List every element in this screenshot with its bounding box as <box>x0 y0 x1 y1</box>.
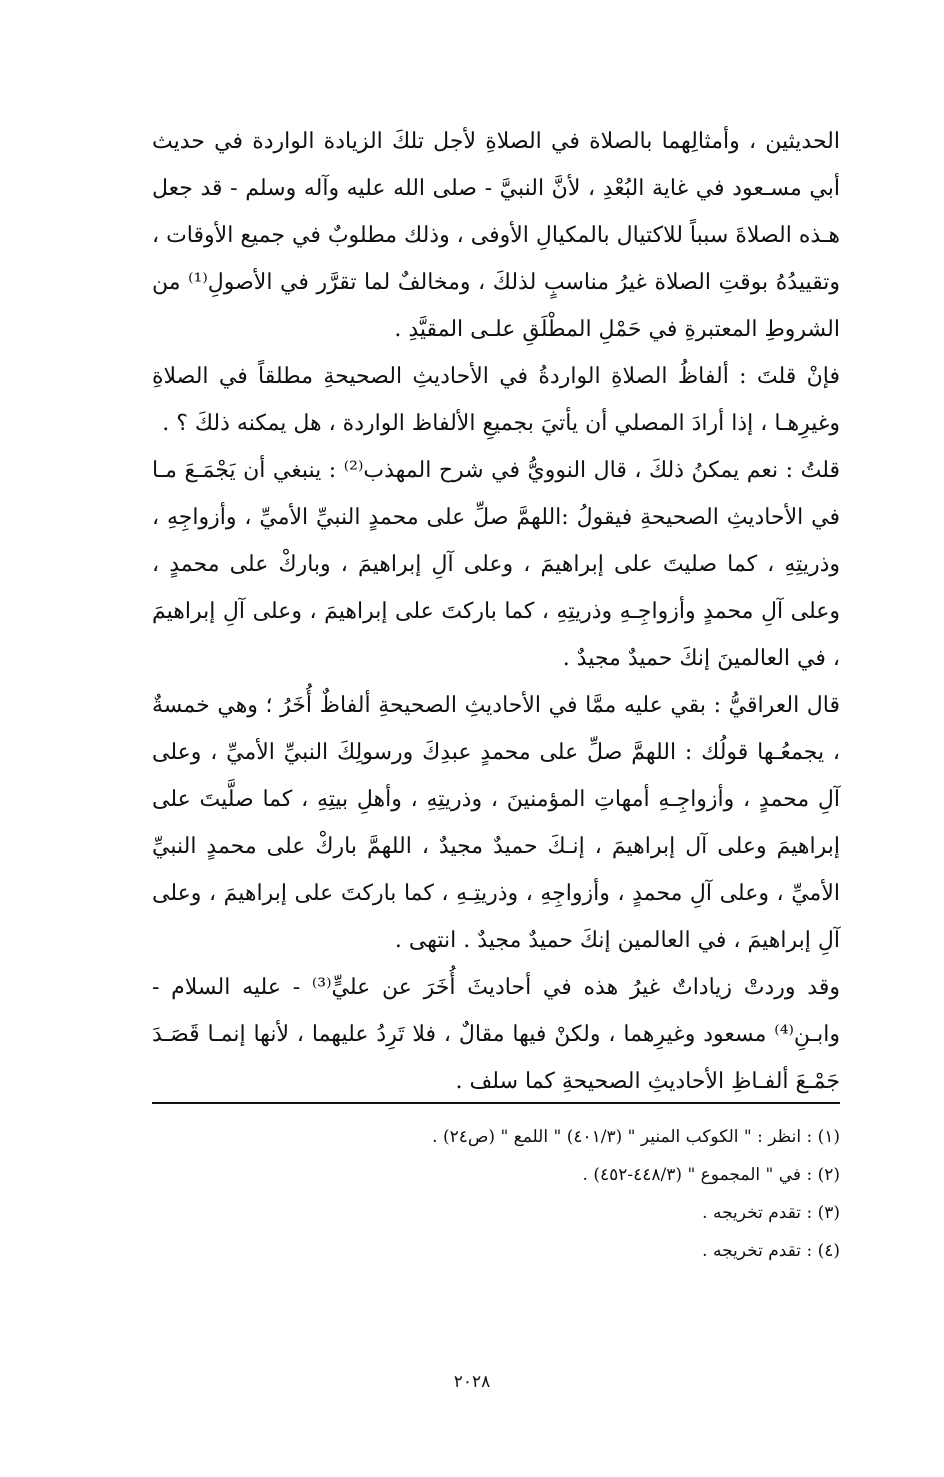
paragraph-1: الحديثين ، وأمثالِهما بالصلاة في الصلاةِ لأجل تلكَ الزيادة الواردة في حديث أبي مسـعود في غاية البُعْدِ ، لأنَّ النبيَّ - صلى الله عليه وآله وسلم - قد جعل هـذه الصلاةَ سبباً للاكتيال بالمكيالِ الأوفى ، وذلك مطلوبٌ في جميع الأوقات ، وتقييدُهُ بوقتِ الصلاة غيرُ مناسبٍ لذلكَ ، ومخالفٌ لما تقرَّر في الأصولِ⁽¹⁾ من الشروطِ المعتبرةِ في حَمْلِ المطْلَقِ علـى المقيَّدِ . <box>152 129 840 342</box>
paragraph-4: قال العراقيُّ : بقي عليه ممَّا في الأحاديثِ الصحيحةِ ألفاظٌ أُخَرُ ؛ وهي خمسةٌ ، يجمعُـها قولُك : اللهمَّ صلِّ على محمدٍ عبدِكَ ورسولِكَ النبيِّ الأميِّ ، وعلى آلِ محمدٍ ، وأزواجِـهِ أمهاتِ المؤمنينَ ، وذريتِهِ ، وأهلِ بيتِهِ ، كما صلَّيتَ على إبراهيمَ وعلى آل إبراهيمَ ، إنـكَ حميدٌ مجيدٌ ، اللهمَّ باركْ على محمدٍ النبيِّ الأميِّ ، وعلى آلِ محمدٍ ، وأزواجِهِ ، وذريتِـهِ ، كما باركتَ على إبراهيمَ ، وعلى آلِ إبراهيمَ ، في العالمين إنكَ حميدٌ مجيدٌ . انتهى . <box>152 693 840 953</box>
paragraph-2: فإنْ قلتَ : ألفاظُ الصلاةِ الواردةُ في الأحاديثِ الصحيحةِ مطلقاً في الصلاةِ وغيرِهـا ، إذا أرادَ المصلي أن يأتيَ بجميعِ الألفاظ الواردة ، هل يمكنه ذلكَ ؟ . <box>152 364 840 436</box>
page-number: ٢٠٢٨ <box>453 1372 491 1392</box>
footnote-divider <box>152 1102 840 1104</box>
paragraph-3: قلتُ : نعم يمكنُ ذلكَ ، قال النوويُّ في شرح المهذب⁽²⁾ : ينبغي أن يَجْمَـعَ مـا في الأحاديثِ الصحيحةِ فيقولُ :اللهمَّ صلِّ على محمدٍ النبيِّ الأميِّ ، وأزواجِهِ ، وذريتِهِ ، كما صليتَ على إبراهيمَ ، وعلى آلِ إبراهيمَ ، وباركْ على محمدٍ ، وعلى آلِ محمدٍ وأزواجِـهِ وذريتِهِ ، كما باركتَ على إبراهيمَ ، وعلى آلِ إبراهيمَ ، في العالمينَ إنكَ حميدٌ مجيدٌ . <box>152 458 841 671</box>
main-text-block <box>152 118 840 1105</box>
footnote-2: (٢) : في " المجموع " (٤٤٨/٣-٤٥٢) . <box>582 1165 840 1185</box>
paragraph-5: وقد وردتْ زياداتٌ غيرُ هذه في أحاديثَ أُخَرَ عن عليٍّ⁽³⁾ - عليه السلام - وابـنِ⁽⁴⁾ مسعود وغيرِهما ، ولكنْ فيها مقالٌ ، فلا تَرِدُ عليهما ، لأنها إنمـا قَصَـدَ جَمْـعَ ألفـاظِ الأحاديثِ الصحيحةِ كما سلف . <box>152 975 840 1094</box>
footnotes-block <box>152 1118 840 1270</box>
footnote-3: (٣) : تقدم تخريجه . <box>702 1203 840 1223</box>
footnote-1: (١) : انظر : " الكوكب المنير " (٤٠١/٣) " اللمع " (ص٢٤) . <box>432 1127 840 1147</box>
footnote-4: (٤) : تقدم تخريجه . <box>702 1241 840 1261</box>
